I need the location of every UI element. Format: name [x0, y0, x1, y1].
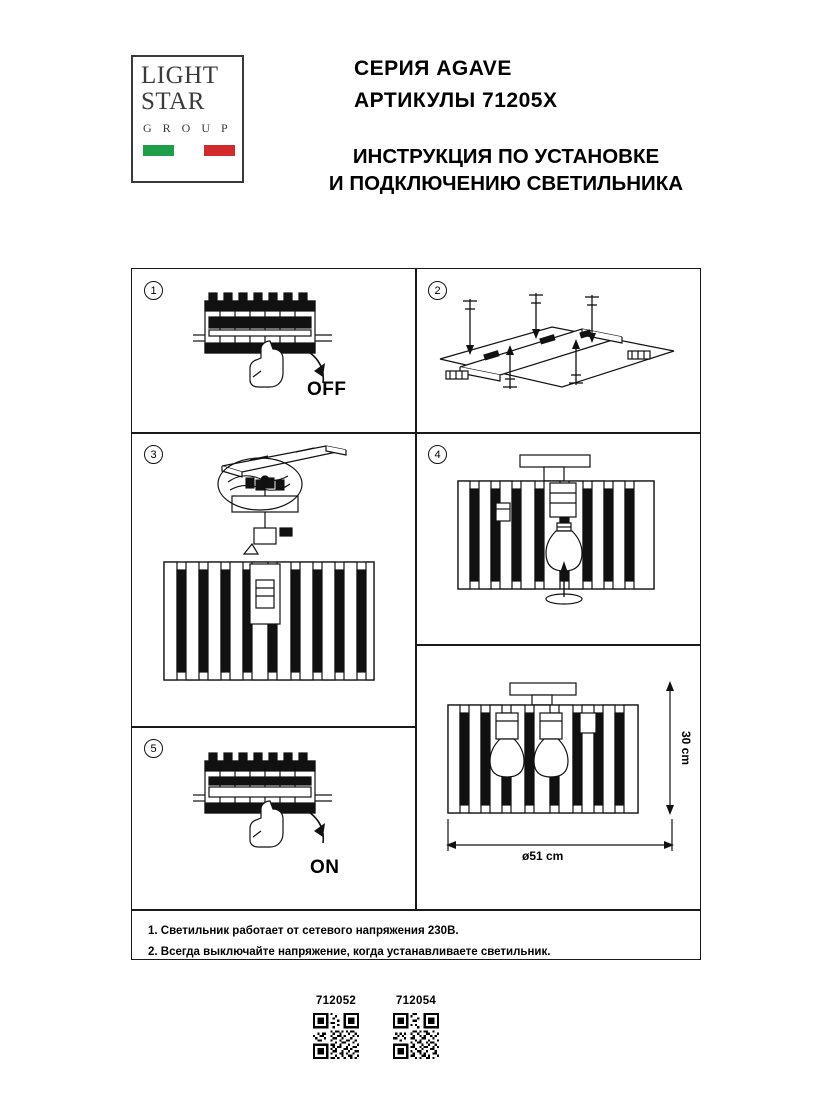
frame-divider-h5 [132, 909, 700, 911]
step1-illustration [187, 287, 377, 402]
steps-frame [131, 268, 701, 960]
note-item-1: 1. Светильник работает от сетевого напряжения 230В. [148, 925, 459, 937]
footer-codes [131, 995, 701, 1085]
document-title-line-1: ИНСТРУКЦИЯ ПО УСТАНОВКЕ [352, 145, 660, 168]
article-numbers: АРТИКУЛЫ 71205X [354, 89, 558, 112]
step1-state-label: OFF [307, 379, 347, 400]
qr-block-2 [393, 995, 439, 1059]
series-name: СЕРИЯ AGAVE [354, 57, 512, 80]
logo-line-2: STAR [141, 88, 205, 115]
frame-divider-h4 [415, 644, 700, 646]
diameter-dimension-label: ø51 cm [522, 849, 564, 863]
step5-illustration [187, 747, 377, 862]
qr-code-icon-2 [393, 1013, 439, 1059]
logo-line-1: LIGHT [141, 62, 219, 89]
step-number-3: 3 [144, 445, 163, 464]
step-number-2: 2 [428, 281, 447, 300]
brand-logo [131, 55, 244, 183]
document-header [131, 55, 701, 205]
italy-flag-icon [143, 145, 235, 156]
step3-illustration [150, 444, 400, 719]
header-text-block [306, 57, 706, 197]
document-title [306, 143, 706, 197]
frame-divider-h1 [132, 432, 415, 434]
step2-illustration [432, 289, 682, 404]
notes-block [148, 921, 688, 963]
height-dimension-label: 30 cm [679, 731, 693, 766]
frame-divider-h2 [132, 726, 415, 728]
step-number-5: 5 [144, 739, 163, 758]
step-number-4: 4 [428, 445, 447, 464]
logo-wordmark [141, 63, 241, 115]
frame-divider-vertical [415, 269, 417, 909]
step-number-1: 1 [144, 281, 163, 300]
frame-divider-h3 [415, 432, 700, 434]
document-title-line-2: И ПОДКЛЮЧЕНИЮ СВЕТИЛЬНИКА [328, 172, 684, 195]
dimensions-illustration [428, 669, 690, 899]
qr-label-1: 712052 [315, 995, 357, 1007]
note-item-2: 2. Всегда выключайте напряжение, когда устанавливаете светильник. [148, 946, 551, 958]
qr-block-1 [313, 995, 359, 1059]
step5-state-label: ON [310, 857, 340, 878]
qr-label-2: 712054 [395, 995, 437, 1007]
qr-code-icon-1 [313, 1013, 359, 1059]
logo-group-text: G R O U P [143, 121, 232, 135]
step4-illustration [432, 447, 682, 639]
